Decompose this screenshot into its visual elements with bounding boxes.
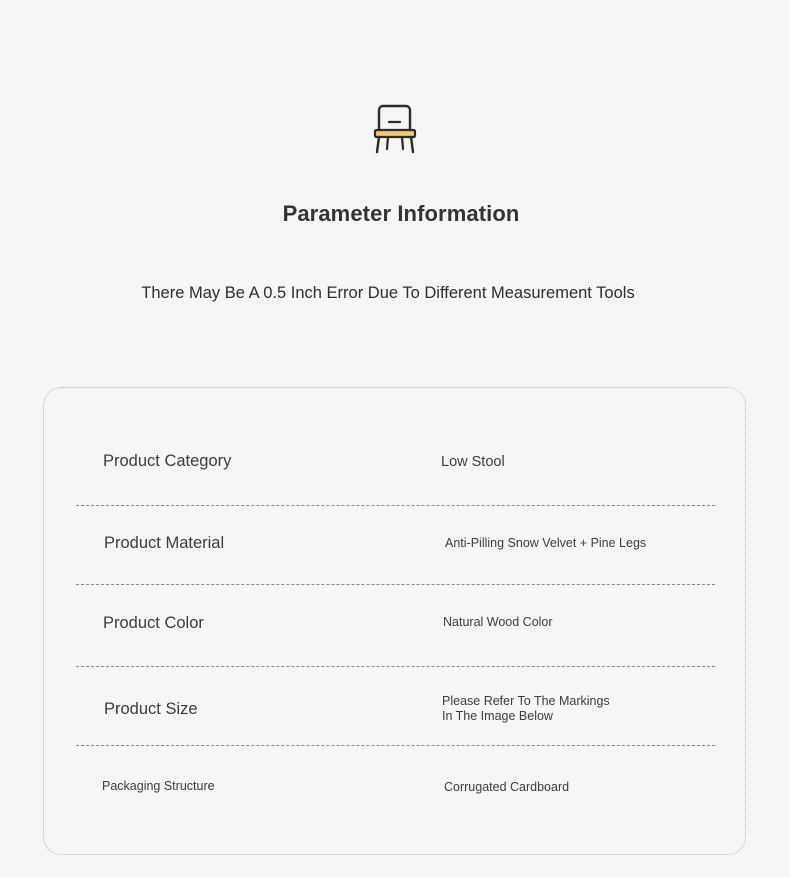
param-value-category: Low Stool bbox=[441, 454, 505, 470]
page-title: Parameter Information bbox=[282, 201, 520, 226]
param-value-size-line2: In The Image Below bbox=[442, 709, 553, 723]
measurement-note: There May Be A 0.5 Inch Error Due To Different Measurement Tools bbox=[141, 284, 635, 302]
param-value-material: Anti-Pilling Snow Velvet + Pine Legs bbox=[445, 536, 647, 550]
row-divider bbox=[76, 505, 715, 506]
row-divider bbox=[76, 666, 715, 667]
param-label-size: Product Size bbox=[104, 700, 198, 718]
param-label-material: Product Material bbox=[104, 534, 225, 552]
param-value-size-line1: Please Refer To The Markings bbox=[442, 694, 610, 708]
row-divider bbox=[76, 584, 715, 585]
param-label-category: Product Category bbox=[103, 452, 232, 470]
param-value-packaging: Corrugated Cardboard bbox=[444, 780, 570, 794]
param-label-color: Product Color bbox=[103, 614, 204, 632]
param-label-packaging: Packaging Structure bbox=[102, 779, 215, 793]
chair-icon bbox=[370, 102, 420, 156]
param-value-color: Natural Wood Color bbox=[443, 615, 553, 629]
row-divider bbox=[76, 745, 715, 746]
